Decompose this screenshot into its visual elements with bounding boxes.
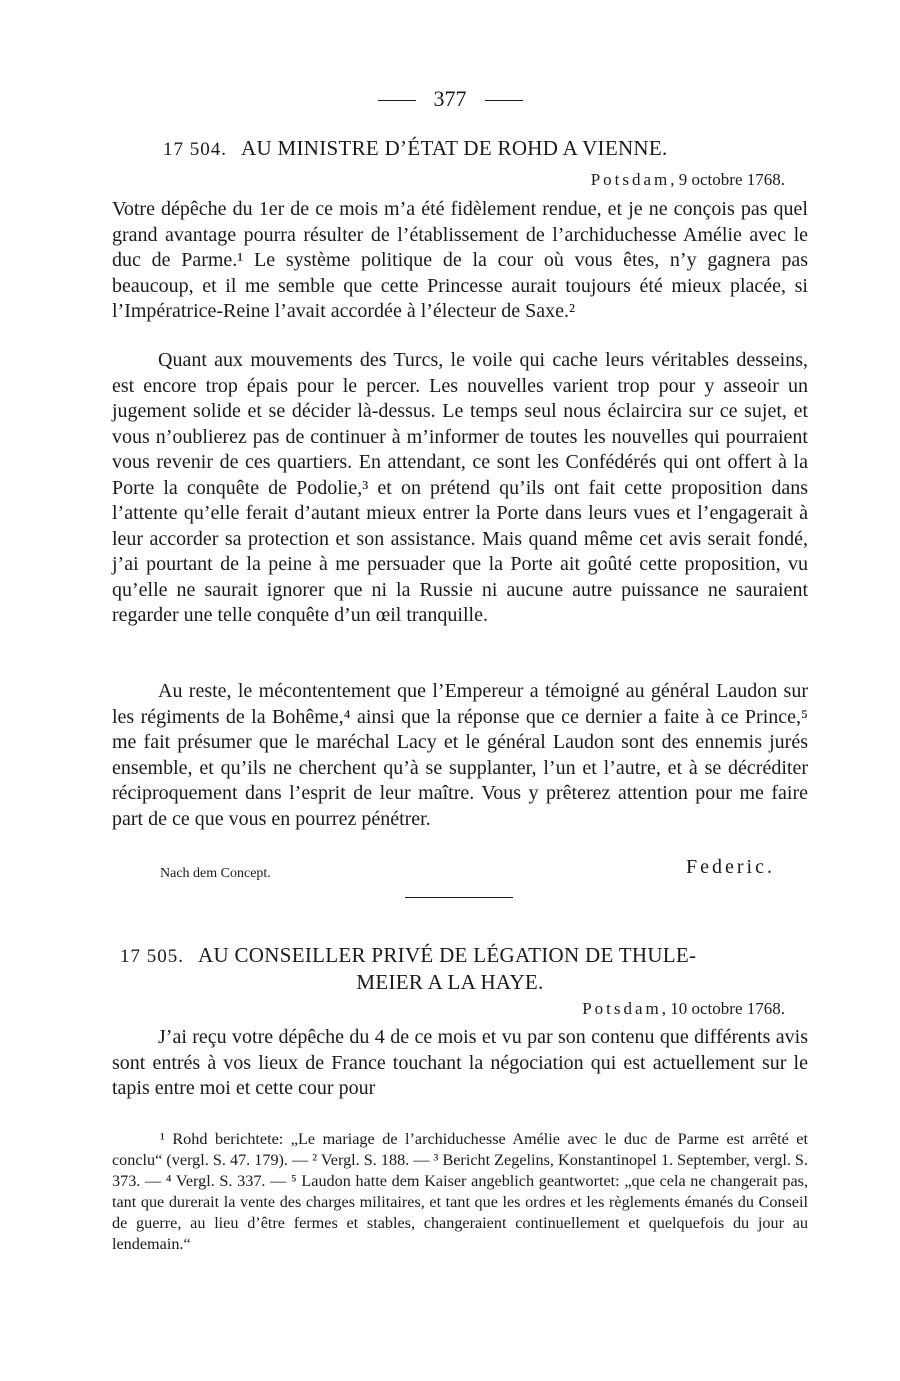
page-number: 377 <box>433 86 467 111</box>
date: , 10 octobre 1768. <box>661 999 785 1018</box>
paragraph: J’ai reçu votre dépêche du 4 de ce mois et vu par son contenu que différents avis sont entrés à vos lieux de France touchant la négociation qui est actuellement sur le tapis entre moi et cette cour pour <box>112 1026 808 1099</box>
letter-heading-continued <box>0 970 900 995</box>
date: , 9 octobre 1768. <box>670 170 785 189</box>
divider <box>378 100 416 101</box>
signature: Federic. <box>686 856 775 878</box>
letter-title: AU MINISTRE D’ÉTAT DE ROHD A VIENNE. <box>241 136 668 160</box>
letter-heading <box>120 943 810 968</box>
source-note: Nach dem Concept. <box>160 866 271 881</box>
section-divider <box>405 897 513 898</box>
paragraph: Au reste, le mécontentement que l’Empereur a témoigné au général Laudon sur les régiments de la Bohême,⁴ ainsi que la réponse que ce dernier a faite à ce Prince,⁵ me fait présumer que le maréchal Lacy et le général Laudon sont des ennemis jurés ensemble, et qu’ils ne cherchent qu’à se supplanter, l’un et l’autre, et à se décréditer réciproquement dans l’esprit de leur maître. Vous y prêterez attention pour me faire part de ce que vous en pourrez pénétrer. <box>112 680 808 830</box>
letter-number: 17 505. <box>120 946 184 967</box>
letter-title-line2: MEIER A LA HAYE. <box>356 970 544 994</box>
paragraph: Votre dépêche du 1er de ce mois m’a été fidèlement rendue, et je ne conçois pas quel grand avantage pourra résulter de l’établissement de l’archiduchesse Amélie avec le duc de Parme.¹ Le système politique de la cour où vous êtes, n’y gagnera pas beaucoup, et il me semble que cette Princesse aurait toujours été mieux placée, si l’Impératrice-Reine l’avait accordée à l’électeur de Saxe.² <box>112 198 808 322</box>
divider <box>485 100 523 101</box>
dateline <box>591 170 785 190</box>
place: Potsdam <box>582 999 662 1018</box>
dateline <box>582 999 785 1019</box>
paragraph: Quant aux mouvements des Turcs, le voile qui cache leurs véritables desseins, est encore trop épais pour le percer. Les nouvelles varient trop pour y asseoir un jugement solide et se décider là-dessus. Le temps seul nous éclaircira sur ce sujet, et vous n’oublierez pas de continuer à m’informer de toutes les nouvelles qui pourraient vous revenir de ces quartiers. En attendant, ce sont les Confédérés qui ont offert à la Porte la conquête de Podolie,³ et on prétend qu’ils ont fait cette proposition dans l’attente qu’elle ferait d’autant mieux entrer la Porte dans leurs vues et l’engagerait à leur accorder sa protection et son assistance. Mais quand même cet avis serait fondé, j’ai pourtant de la peine à me persuader que la Porte ait goûté cette proposition, vu qu’elle ne saurait ignorer que ni la Russie ni aucune autre puissance ne sauraient regarder une telle conquête d’un œil tranquille. <box>112 349 808 626</box>
letter-heading <box>163 136 803 161</box>
page-number-line <box>0 86 900 112</box>
letter-number: 17 504. <box>163 139 227 160</box>
footnotes: ¹ Rohd berichtete: „Le mariage de l’archiduchesse Amélie avec le duc de Parme est arrêté et conclu“ (vergl. S. 47. 179). — ² Vergl. S. 188. — ³ Bericht Zegelins, Konstantinopel 1. September, vergl. S. 373. — ⁴ Vergl. S. 337. — ⁵ Laudon hatte dem Kaiser angeblich geantwortet: „que cela ne changerait pas, tant que durerait la vente des charges militaires, et tant que les ordres et les règlements émanés du Conseil de guerre, au lieu d’être fermes et stables, changeraient continuellement et quelquefois du jour au lendemain.“ <box>112 1130 808 1253</box>
letter-title-line1: AU CONSEILLER PRIVÉ DE LÉGATION DE THULE- <box>198 943 697 967</box>
place: Potsdam <box>590 170 671 189</box>
